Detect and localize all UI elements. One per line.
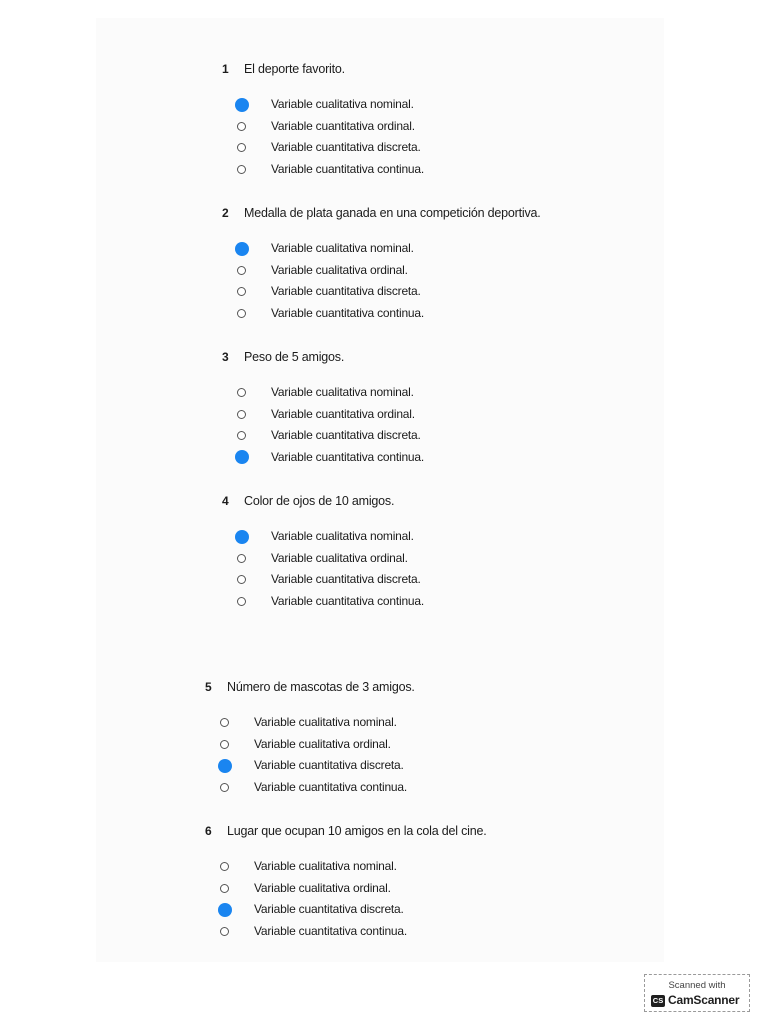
radio-button[interactable] [237,143,246,152]
radio-button[interactable] [218,759,232,773]
radio-button[interactable] [237,431,246,440]
option-label: Variable cuantitativa discreta. [271,140,421,154]
option-label: Variable cualitativa nominal. [271,97,414,111]
radio-button[interactable] [237,410,246,419]
option-label: Variable cuantitativa continua. [271,305,425,320]
option-label: Variable cualitativa nominal. [254,859,397,873]
option-label: Variable cualitativa ordinal. [271,550,408,565]
radio-button[interactable] [237,266,246,275]
option-label: Variable cuantitativa continua. [271,161,425,176]
question-text: El deporte favorito. [244,62,345,76]
question-number: 2 [222,206,229,220]
radio-button[interactable] [220,740,229,749]
radio-button[interactable] [237,165,246,174]
option-label: Variable cuantitativa discreta. [254,758,404,772]
question-text: Medalla de plata ganada en una competición deportiva. [244,206,541,220]
radio-button[interactable] [218,903,232,917]
option-label: Variable cuantitativa continua. [271,593,425,608]
radio-button[interactable] [220,927,229,936]
option-label: Variable cualitativa ordinal. [254,880,391,895]
radio-button[interactable] [237,309,246,318]
option-label: Variable cualitativa nominal. [254,715,397,729]
option-label: Variable cualitativa nominal. [271,241,414,255]
radio-button[interactable] [235,530,249,544]
question-number: 3 [222,350,229,364]
radio-button[interactable] [237,554,246,563]
radio-button[interactable] [237,122,246,131]
radio-button[interactable] [220,862,229,871]
radio-button[interactable] [235,98,249,112]
question-text: Lugar que ocupan 10 amigos en la cola del cine. [227,824,487,838]
option-label: Variable cuantitativa continua. [254,779,408,794]
camscanner-logo-icon: CS [652,996,664,1005]
watermark-brand: CamScanner [668,993,740,1007]
option-label: Variable cuantitativa discreta. [271,428,421,442]
option-label: Variable cuantitativa discreta. [271,284,421,298]
question-number: 4 [222,494,229,508]
question-text: Color de ojos de 10 amigos. [244,494,395,508]
radio-button[interactable] [220,884,229,893]
option-label: Variable cualitativa nominal. [271,385,414,399]
option-label: Variable cualitativa ordinal. [254,736,391,751]
option-label: Variable cualitativa ordinal. [271,262,408,277]
question-number: 5 [205,680,212,694]
option-label: Variable cualitativa nominal. [271,529,414,543]
camscanner-watermark [644,974,750,1012]
option-label: Variable cuantitativa discreta. [254,902,404,916]
option-label: Variable cuantitativa continua. [254,923,408,938]
question-text: Peso de 5 amigos. [244,350,345,364]
question-number: 6 [205,824,212,838]
watermark-caption: Scanned with [668,980,726,991]
option-label: Variable cuantitativa discreta. [271,572,421,586]
radio-button[interactable] [220,783,229,792]
option-label: Variable cuantitativa continua. [271,449,425,464]
radio-button[interactable] [237,597,246,606]
question-text: Número de mascotas de 3 amigos. [227,680,415,694]
option-label: Variable cuantitativa ordinal. [271,406,415,421]
radio-button[interactable] [237,575,246,584]
radio-button[interactable] [235,450,249,464]
radio-button[interactable] [237,287,246,296]
question-number: 1 [222,62,229,76]
option-label: Variable cuantitativa ordinal. [271,118,415,133]
radio-button[interactable] [235,242,249,256]
radio-button[interactable] [220,718,229,727]
radio-button[interactable] [237,388,246,397]
